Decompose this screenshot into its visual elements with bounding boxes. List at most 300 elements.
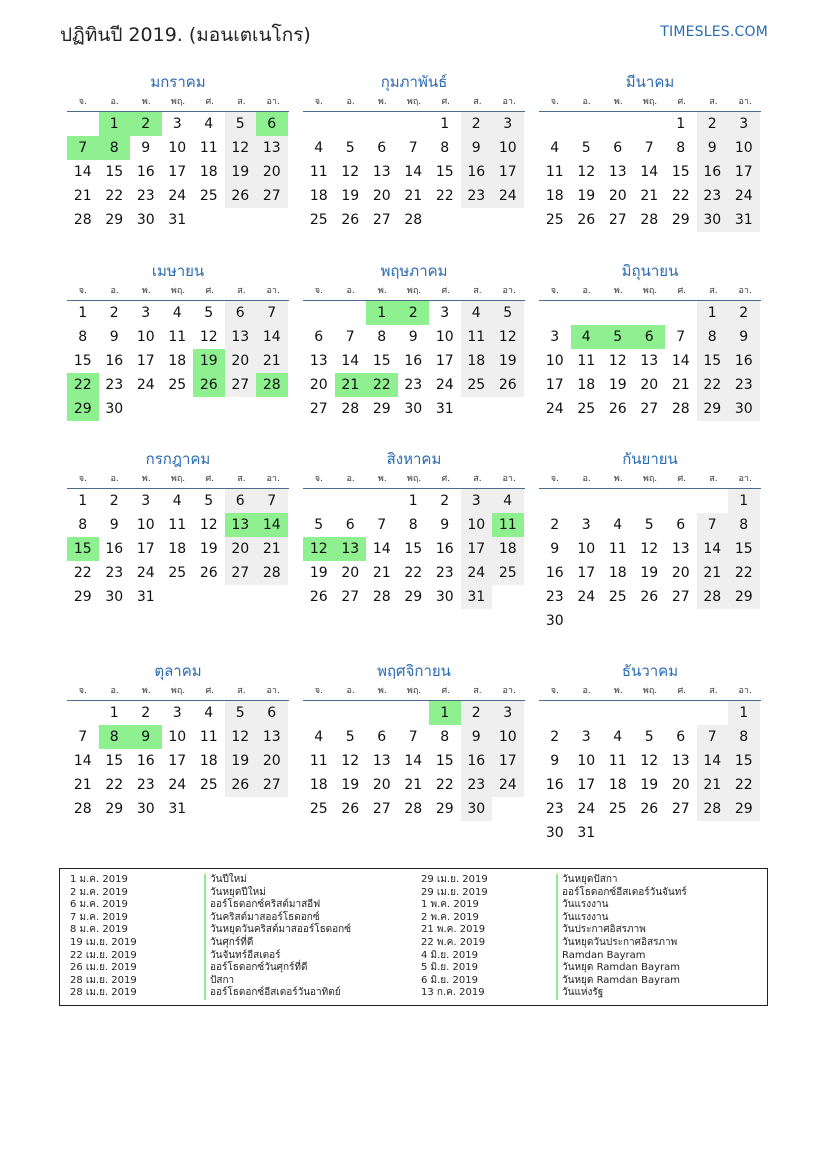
day-cell: 4	[461, 301, 493, 325]
day-cell: 17	[577, 565, 596, 581]
day-cell: 7	[377, 517, 387, 533]
day-cell: 23	[728, 373, 760, 397]
day-cell: 2	[697, 112, 729, 136]
brand-link[interactable]: TIMESLES.COM	[660, 24, 768, 40]
day-cell: 17	[492, 749, 524, 773]
day-cell: 1	[408, 493, 418, 509]
day-cell: 16	[728, 349, 760, 373]
month-block	[303, 660, 525, 821]
day-grid	[303, 112, 525, 232]
weekday-label: ส.	[709, 97, 718, 107]
day-cell: 9	[461, 136, 493, 160]
day-cell: 26	[199, 565, 218, 581]
holiday-day-cell: 2	[130, 112, 162, 136]
weekday-label: อ.	[110, 97, 119, 107]
weekday-header	[67, 682, 289, 701]
empty-cell	[539, 489, 571, 513]
day-cell: 22	[671, 188, 690, 204]
day-cell: 17	[577, 777, 596, 793]
weekday-label: พ.	[377, 286, 387, 296]
day-cell: 8	[728, 513, 760, 537]
holiday-day-cell: 26	[193, 373, 225, 397]
day-cell: 12	[341, 753, 360, 769]
day-cell: 25	[492, 561, 524, 585]
day-cell: 30	[435, 589, 454, 605]
empty-cell	[539, 112, 571, 136]
day-cell: 9	[697, 136, 729, 160]
day-grid	[539, 112, 761, 232]
day-cell: 29	[728, 585, 760, 609]
day-cell: 23	[105, 565, 124, 581]
weekday-label: พฤ.	[642, 474, 658, 484]
day-cell: 3	[461, 489, 493, 513]
weekday-label: จ.	[314, 286, 323, 296]
legend-holiday-name: วันหยุด Ramdan Bayram	[556, 975, 687, 988]
legend-date: 28 เม.ย. 2019	[70, 987, 137, 999]
weekday-label: จ.	[550, 474, 559, 484]
weekday-label: ศ.	[441, 97, 451, 107]
day-cell: 19	[199, 541, 218, 557]
day-cell: 6	[377, 140, 387, 156]
legend-date: 1 ม.ค. 2019	[70, 874, 128, 885]
empty-cell	[602, 112, 634, 136]
month-block	[303, 260, 525, 421]
day-cell: 27	[309, 401, 328, 417]
legend-holiday-name: วันหยุด Ramdan Bayram	[556, 962, 687, 975]
day-cell: 11	[461, 325, 493, 349]
weekday-label: ส.	[473, 686, 482, 696]
day-cell: 14	[404, 753, 423, 769]
day-cell: 1	[78, 305, 88, 321]
day-cell: 15	[73, 353, 92, 369]
day-cell: 4	[172, 493, 182, 509]
day-cell: 1	[697, 301, 729, 325]
weekday-label: พ.	[613, 686, 623, 696]
day-cell: 19	[577, 188, 596, 204]
empty-cell	[303, 112, 335, 136]
day-cell: 4	[613, 729, 623, 745]
day-cell: 15	[697, 349, 729, 373]
day-cell: 22	[105, 777, 124, 793]
day-cell: 4	[204, 705, 214, 721]
day-cell: 22	[435, 777, 454, 793]
day-cell: 13	[640, 353, 659, 369]
empty-cell	[602, 489, 634, 513]
day-cell: 18	[168, 541, 187, 557]
weekday-label: จ.	[314, 686, 323, 696]
day-cell: 9	[109, 329, 119, 345]
day-cell: 14	[404, 164, 423, 180]
empty-cell	[67, 112, 99, 136]
day-cell: 2	[141, 705, 151, 721]
legend-date: 21 พ.ค. 2019	[421, 924, 486, 936]
weekday-label: ส.	[473, 97, 482, 107]
weekday-label: จ.	[314, 474, 323, 484]
day-cell: 2	[461, 701, 493, 725]
day-cell: 8	[377, 329, 387, 345]
day-cell: 18	[608, 777, 627, 793]
holiday-day-cell: 6	[256, 112, 288, 136]
day-cell: 20	[256, 160, 288, 184]
empty-cell	[634, 301, 666, 325]
legend-date: 6 ม.ค. 2019	[70, 899, 128, 911]
weekday-label: พ.	[613, 286, 623, 296]
day-cell: 11	[199, 140, 218, 156]
day-cell: 10	[168, 729, 187, 745]
holiday-day-cell: 8	[99, 725, 131, 749]
day-cell: 14	[697, 537, 729, 561]
day-cell: 16	[697, 160, 729, 184]
legend-date: 29 เม.ย. 2019	[421, 886, 488, 898]
day-cell: 26	[608, 401, 627, 417]
day-cell: 11	[608, 541, 627, 557]
day-cell: 1	[728, 489, 760, 513]
day-cell: 30	[105, 589, 124, 605]
day-cell: 27	[608, 212, 627, 228]
day-cell: 13	[225, 325, 257, 349]
day-cell: 11	[577, 353, 596, 369]
day-cell: 13	[256, 136, 288, 160]
legend-holiday-name: วันประกาศอิสรภาพ	[556, 924, 687, 937]
legend-date: 1 พ.ค. 2019	[421, 899, 479, 911]
day-cell: 24	[492, 773, 524, 797]
day-cell: 10	[435, 329, 454, 345]
day-cell: 21	[372, 565, 391, 581]
day-cell: 20	[256, 749, 288, 773]
day-cell: 23	[461, 184, 493, 208]
day-cell: 13	[608, 164, 627, 180]
day-cell: 10	[577, 753, 596, 769]
legend-date: 26 เม.ย. 2019	[70, 962, 137, 974]
weekday-label: อา.	[502, 286, 516, 296]
weekday-label: อ.	[110, 286, 119, 296]
day-cell: 28	[372, 589, 391, 605]
month-name: กุมภาพันธ์	[380, 73, 448, 91]
day-cell: 25	[577, 401, 596, 417]
weekday-label: ส.	[473, 474, 482, 484]
day-cell: 7	[408, 140, 418, 156]
holiday-day-cell: 1	[429, 701, 461, 725]
day-cell: 29	[404, 589, 423, 605]
month-block	[67, 71, 289, 232]
empty-cell	[335, 489, 367, 513]
day-cell: 16	[545, 777, 564, 793]
legend-date: 2 พ.ค. 2019	[421, 911, 479, 923]
day-cell: 15	[728, 537, 760, 561]
weekday-label: จ.	[78, 686, 87, 696]
day-cell: 22	[105, 188, 124, 204]
weekday-label: อ.	[582, 686, 591, 696]
weekday-label: ศ.	[441, 686, 451, 696]
day-cell: 10	[136, 517, 155, 533]
month-name: กันยายน	[622, 450, 678, 468]
day-cell: 8	[78, 517, 88, 533]
day-cell: 7	[78, 729, 88, 745]
legend-date: 5 มิ.ย. 2019	[421, 962, 478, 974]
empty-cell	[571, 112, 603, 136]
day-cell: 23	[136, 777, 155, 793]
day-cell: 15	[105, 753, 124, 769]
weekday-label: ส.	[709, 286, 718, 296]
day-grid	[67, 489, 289, 609]
weekday-header	[539, 282, 761, 301]
day-cell: 29	[435, 801, 454, 817]
day-cell: 23	[461, 773, 493, 797]
weekday-label: พฤ.	[406, 474, 422, 484]
legend-name-column	[204, 874, 351, 1000]
day-cell: 4	[314, 140, 324, 156]
day-cell: 15	[404, 541, 423, 557]
empty-cell	[335, 112, 367, 136]
weekday-label: อ.	[110, 474, 119, 484]
day-cell: 6	[345, 517, 355, 533]
empty-cell	[398, 112, 430, 136]
day-cell: 21	[697, 561, 729, 585]
day-cell: 31	[435, 401, 454, 417]
day-cell: 25	[545, 212, 564, 228]
day-cell: 24	[728, 184, 760, 208]
day-cell: 18	[608, 565, 627, 581]
weekday-label: อ.	[346, 474, 355, 484]
day-cell: 1	[728, 701, 760, 725]
day-grid	[303, 489, 525, 609]
holiday-day-cell: 6	[634, 325, 666, 349]
weekday-label: อ.	[582, 97, 591, 107]
day-cell: 8	[440, 729, 450, 745]
weekday-label: พ.	[141, 686, 151, 696]
day-cell: 6	[613, 140, 623, 156]
day-cell: 22	[697, 373, 729, 397]
legend-holiday-name: วันปีใหม่	[204, 874, 351, 887]
day-cell: 17	[136, 541, 155, 557]
day-cell: 21	[671, 377, 690, 393]
weekday-label: ส.	[237, 474, 246, 484]
day-cell: 6	[256, 701, 288, 725]
weekday-label: ส.	[709, 686, 718, 696]
day-cell: 10	[545, 353, 564, 369]
day-cell: 20	[640, 377, 659, 393]
legend-holiday-name: วันจันทร์อีสเตอร์	[204, 950, 351, 963]
day-cell: 9	[408, 329, 418, 345]
weekday-label: ศ.	[677, 474, 687, 484]
day-cell: 26	[341, 801, 360, 817]
day-cell: 12	[640, 541, 659, 557]
day-cell: 31	[168, 212, 187, 228]
day-cell: 21	[404, 188, 423, 204]
day-cell: 9	[550, 753, 560, 769]
weekday-label: ศ.	[677, 97, 687, 107]
day-cell: 30	[545, 825, 564, 841]
empty-cell	[634, 701, 666, 725]
day-cell: 19	[341, 777, 360, 793]
day-cell: 10	[168, 140, 187, 156]
day-cell: 8	[697, 325, 729, 349]
day-cell: 21	[73, 777, 92, 793]
day-cell: 27	[341, 589, 360, 605]
weekday-label: พ.	[141, 286, 151, 296]
day-cell: 30	[545, 613, 564, 629]
day-cell: 2	[440, 493, 450, 509]
day-cell: 25	[199, 188, 218, 204]
weekday-label: อ.	[582, 286, 591, 296]
day-cell: 24	[435, 377, 454, 393]
day-cell: 5	[581, 140, 591, 156]
day-cell: 17	[136, 353, 155, 369]
day-cell: 26	[341, 212, 360, 228]
day-cell: 21	[73, 188, 92, 204]
day-cell: 30	[136, 212, 155, 228]
weekday-label: พฤ.	[642, 97, 658, 107]
day-cell: 25	[461, 373, 493, 397]
day-cell: 10	[461, 513, 493, 537]
holiday-day-cell: 5	[602, 325, 634, 349]
day-cell: 6	[225, 301, 257, 325]
weekday-label: อา.	[738, 686, 752, 696]
day-cell: 14	[372, 541, 391, 557]
day-cell: 26	[309, 589, 328, 605]
empty-cell	[366, 701, 398, 725]
weekday-header	[303, 282, 525, 301]
weekday-label: อา.	[266, 474, 280, 484]
weekday-header	[539, 93, 761, 112]
day-cell: 12	[492, 325, 524, 349]
day-cell: 27	[671, 801, 690, 817]
day-cell: 26	[225, 184, 257, 208]
day-cell: 19	[225, 160, 257, 184]
day-cell: 17	[545, 377, 564, 393]
day-cell: 11	[199, 729, 218, 745]
day-cell: 16	[136, 164, 155, 180]
legend-holiday-name: วันแห่งรัฐ	[556, 987, 687, 1000]
day-cell: 3	[550, 329, 560, 345]
day-cell: 24	[492, 184, 524, 208]
day-cell: 11	[309, 753, 328, 769]
month-name: มิถุนายน	[621, 262, 679, 280]
day-cell: 31	[461, 585, 493, 609]
weekday-label: อ.	[346, 97, 355, 107]
day-cell: 15	[435, 164, 454, 180]
day-cell: 24	[545, 401, 564, 417]
day-cell: 22	[404, 565, 423, 581]
day-cell: 1	[109, 705, 119, 721]
empty-cell	[665, 701, 697, 725]
day-cell: 14	[256, 325, 288, 349]
day-cell: 17	[168, 164, 187, 180]
day-cell: 25	[309, 801, 328, 817]
day-cell: 14	[697, 749, 729, 773]
day-cell: 12	[199, 329, 218, 345]
day-cell: 24	[136, 377, 155, 393]
weekday-label: พ.	[141, 474, 151, 484]
weekday-label: ศ.	[205, 286, 215, 296]
day-cell: 25	[168, 377, 187, 393]
day-cell: 23	[545, 589, 564, 605]
day-cell: 17	[435, 353, 454, 369]
day-cell: 6	[314, 329, 324, 345]
empty-cell	[697, 701, 729, 725]
day-cell: 7	[345, 329, 355, 345]
day-cell: 1	[676, 116, 686, 132]
weekday-header	[303, 470, 525, 489]
day-cell: 17	[728, 160, 760, 184]
weekday-label: พ.	[377, 686, 387, 696]
month-block	[539, 71, 761, 232]
day-cell: 25	[309, 212, 328, 228]
day-cell: 6	[676, 517, 686, 533]
weekday-label: พฤ.	[170, 286, 186, 296]
day-cell: 26	[225, 773, 257, 797]
empty-cell	[67, 701, 99, 725]
day-cell: 27	[671, 589, 690, 605]
day-cell: 5	[225, 701, 257, 725]
day-cell: 9	[550, 541, 560, 557]
day-cell: 3	[141, 305, 151, 321]
day-cell: 10	[728, 136, 760, 160]
holiday-day-cell: 2	[398, 301, 430, 325]
day-cell: 12	[225, 725, 257, 749]
day-grid	[67, 701, 289, 821]
day-cell: 21	[404, 777, 423, 793]
day-cell: 3	[492, 701, 524, 725]
day-cell: 28	[404, 212, 423, 228]
day-cell: 18	[309, 777, 328, 793]
day-cell: 31	[168, 801, 187, 817]
day-cell: 7	[256, 301, 288, 325]
holiday-day-cell: 28	[256, 373, 288, 397]
weekday-label: อ.	[110, 686, 119, 696]
day-cell: 30	[105, 401, 124, 417]
day-cell: 30	[697, 208, 729, 232]
day-cell: 21	[697, 773, 729, 797]
day-cell: 16	[545, 565, 564, 581]
day-cell: 19	[640, 565, 659, 581]
day-cell: 1	[440, 116, 450, 132]
day-cell: 19	[225, 749, 257, 773]
day-cell: 14	[73, 164, 92, 180]
day-cell: 12	[225, 136, 257, 160]
legend-date-column	[421, 874, 488, 1000]
month-name: ตุลาคม	[154, 662, 202, 680]
weekday-label: ส.	[237, 286, 246, 296]
empty-cell	[366, 112, 398, 136]
day-cell: 3	[581, 517, 591, 533]
day-grid	[539, 301, 761, 421]
weekday-label: พ.	[613, 97, 623, 107]
legend-holiday-name: วันหยุดปีใหม่	[204, 887, 351, 900]
day-cell: 18	[199, 164, 218, 180]
weekday-label: พฤ.	[406, 686, 422, 696]
weekday-label: จ.	[550, 97, 559, 107]
day-cell: 18	[461, 349, 493, 373]
day-cell: 29	[728, 797, 760, 821]
day-cell: 27	[640, 401, 659, 417]
day-cell: 20	[671, 777, 690, 793]
day-cell: 18	[492, 537, 524, 561]
day-cell: 4	[314, 729, 324, 745]
weekday-header	[303, 93, 525, 112]
day-cell: 4	[613, 517, 623, 533]
day-cell: 26	[577, 212, 596, 228]
legend-holiday-name: วันแรงงาน	[556, 912, 687, 925]
day-cell: 9	[440, 517, 450, 533]
day-cell: 28	[697, 797, 729, 821]
day-cell: 4	[492, 489, 524, 513]
day-cell: 5	[204, 493, 214, 509]
day-cell: 9	[461, 725, 493, 749]
day-cell: 14	[73, 753, 92, 769]
day-cell: 6	[377, 729, 387, 745]
day-cell: 13	[372, 164, 391, 180]
